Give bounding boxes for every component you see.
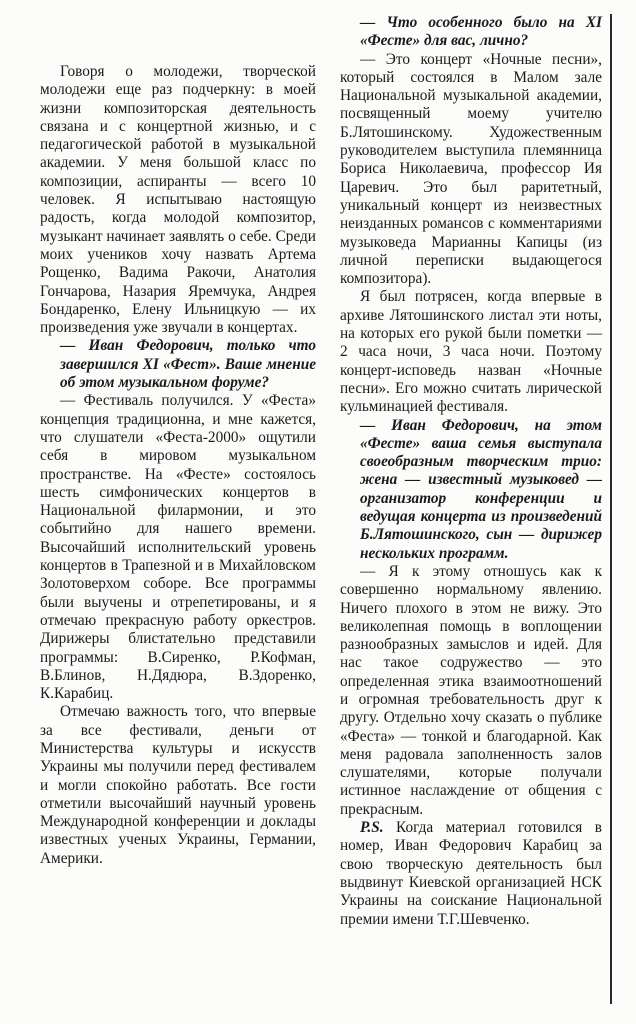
paragraph-funding: Отмечаю важность того, что впервые за все фестивали, деньги от Министерства культуры и искусств Украины мы получили перед фестивалем и могли спокойно работать. Все гости отметили высочайший научный уровень Международной конференции и доклады известных ученых Украины, Германии, Америки. [40,703,316,867]
answer-festival: — Фестиваль получился. У «Феста» концепция традиционна, и мне кажется, что слушатели «Феста-2000» ощутили себя в мировом музыкальном пространстве. На «Фесте» состоялось шесть симфонических концертов в Национальной филармонии, и это событийно для нашего времени. Высочайший исполнительский уровень концертов в Трапезной и в Михайловском Золотоверхом соборе. Все программы были выучены и отрепетированы, и я отмечаю прекрасную работу оркестров. Дирижеры блистательно представили программы: В.Сиренко, Р.Кофман, В.Блинов, Н.Дядюра, В.Здоренко, К.Карабиц. [40,392,316,703]
paragraph-archive: Я был потрясен, когда впервые в архиве Лятошинского листал эти ноты, на которых его рукой были пометки — 2 часа ночи, 3 часа ночи. Поэтому концерт-исповедь назван «Ночные песни». Его можно считать лирической кульминацией фестиваля. [340,288,602,416]
left-column [40,0,316,868]
postscript-text: Когда материал готовился в номер, Иван Федорович Карабиц за свою творческую деятельность был выдвинут Киевской организацией НСК Украины на соискание Национальной премии имени Т.Г.Шевченко. [340,819,602,928]
right-column [340,0,602,929]
answer-family: — Я к этому отношусь как к совершенно нормальному явлению. Ничего плохого в этом не вижу. Это великолепная помощь в воплощении разнообразных замыслов и идей. Для нас такое содружество — это определенная этика взаимоотношений и огромная требовательность друг к другу. Отдельно хочу сказать о публике «Феста» — тонкой и благодарной. Как меня радовала заполненность залов слушателями, которые получали истинное наслаждение от общения с прекрасным. [340,562,602,818]
interview-question-personal: — Что особенного было на XI «Фесте» для вас, лично? [360,14,602,50]
paragraph-students: Говоря о молодежи, творческой молодежи еще раз подчеркну: в моей жизни композиторская деятельность связана и с концертной жизнью, и с педагогической работой в музыкальной академии. У меня большой класс по композиции, аспиранты — всего 10 человек. Я испытываю настоящую радость, когда молодой композитор, музыкант начинает заявлять о себе. Среди моих учеников хочу назвать Артема Рощенко, Вадима Ракочи, Анатолия Гончарова, Назария Яремчука, Андрея Бондаренко, Елену Ильницкую — их произведения уже звучали в концертах. [40,63,316,337]
postscript-label: P.S. [360,819,384,837]
interview-question-family: — Иван Федорович, на этом «Фесте» ваша семья выступала своеобразным творческим трио: жена — известный музыковед — организатор конференции и ведущая концерта из произведений Б.Лятошинского, сын — дирижер нескольких программ. [360,416,602,562]
column-rule [610,14,612,1004]
answer-night-songs: — Это концерт «Ночные песни», который состоялся в Малом зале Национальной музыкальной академии, посвященный моему учителю Б.Лятошинскому. Художественным руководителем выступила племянница Бориса Николаевича, профессор Ия Царевич. Это был раритетный, уникальный концерт из неизвестных неизданных романсов с комментариями музыковеда Марианны Капицы (из личной переписки выдающегося композитора). [340,50,602,288]
interview-question-fest-opinion: — Иван Федорович, только что завершился XI «Фест». Ваше мнение об этом музыкальном форуме? [60,337,316,392]
postscript [340,819,602,929]
